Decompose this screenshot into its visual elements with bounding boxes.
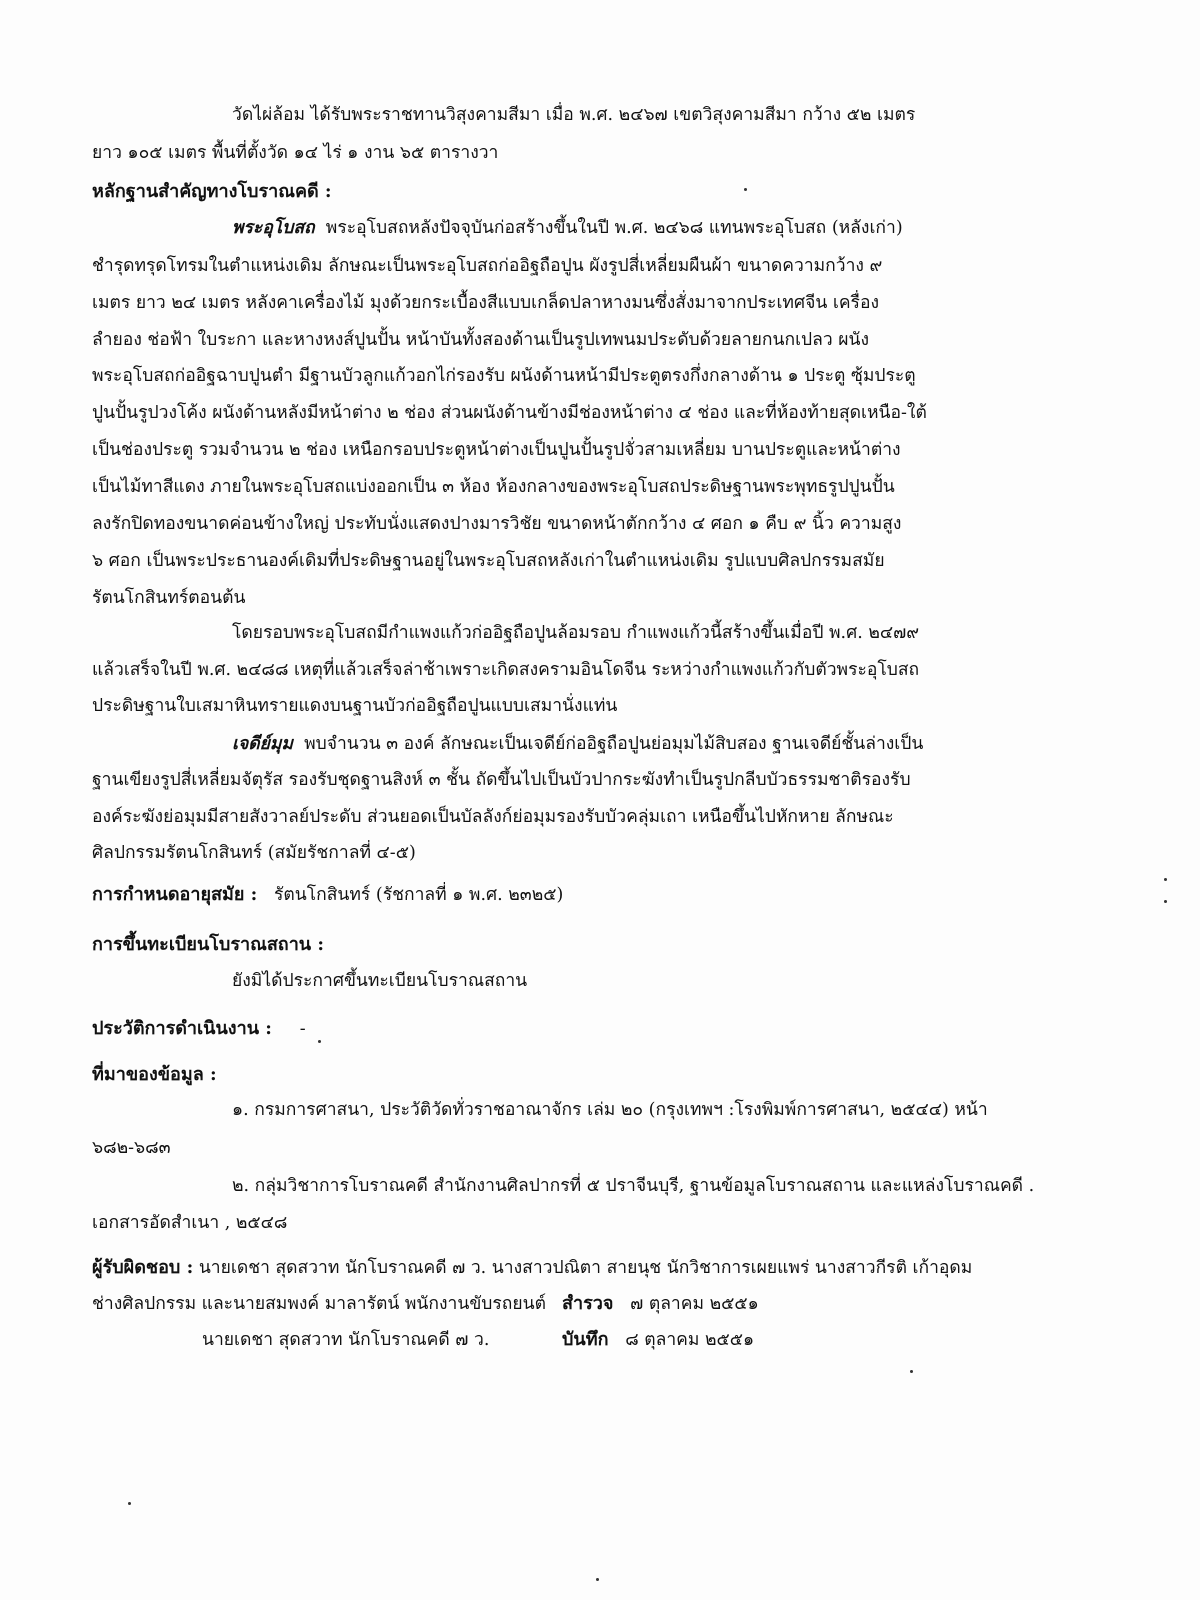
- scan-speck: [318, 1040, 321, 1043]
- record-row: [562, 1328, 754, 1352]
- record-date: ๘ ตุลาคม ๒๕๕๑: [625, 1330, 755, 1350]
- chedi-first-line: [232, 732, 923, 756]
- ubosot-line: ชำรุดทรุดโทรมในตำแหน่งเดิม ลักษณะเป็นพระอุโบสถก่ออิฐถือปูน ผังรูปสี่เหลี่ยมผืนผ้า ขนาดความกว้าง ๙: [92, 256, 883, 276]
- survey-date: ๗ ตุลาคม ๒๕๕๑: [630, 1294, 759, 1314]
- wall-line: ประดิษฐานใบเสมาหินทรายแดงบนฐานบัวก่ออิฐถือปูนแบบเสมานั่งแท่น: [92, 696, 618, 716]
- wall-line: แล้วเสร็จในปี พ.ศ. ๒๔๘๘ เหตุที่แล้วเสร็จล่าช้าเพราะเกิดสงครามอินโดจีน ระหว่างกำแพงแก้วกับตัวพระอุโบสถ: [92, 660, 920, 680]
- dating-row: [92, 883, 563, 907]
- ubosot-line: ปูนปั้นรูปวงโค้ง ผนังด้านหลังมีหน้าต่าง ๒ ช่อง ส่วนผนังด้านข้างมีช่องหน้าต่าง ๔ ช่อง และที่ห้องท้ายสุดเหนือ-ใต้: [92, 403, 927, 423]
- responsible-label: ผู้รับผิดชอบ :: [92, 1257, 194, 1278]
- source-item-2: ๒. กลุ่มวิชาการโบราณคดี สำนักงานศิลปากรที่ ๕ ปราจีนบุรี, ฐานข้อมูลโบราณสถาน และแหล่งโบราณคดี .: [232, 1176, 1035, 1196]
- ubosot-line: ๖ ศอก เป็นพระประธานองค์เดิมที่ประดิษฐานอยู่ในพระอุโบสถหลังเก่าในตำแหน่งเดิม รูปแบบศิลปกรรมสมัย: [92, 551, 885, 571]
- scan-speck: [910, 1370, 913, 1373]
- chedi-line: องค์ระฆังย่อมุมมีสายสังวาลย์ประดับ ส่วนยอดเป็นบัลลังก์ย่อมุมรองรับบัวคลุ่มเถา เหนือขึ้นไปหักหาย ลักษณะ: [92, 807, 894, 827]
- wall-line: โดยรอบพระอุโบสถมีกำแพงแก้วก่ออิฐถือปูนล้อมรอบ กำแพงแก้วนี้สร้างขึ้นเมื่อปี พ.ศ. ๒๔๗๙: [232, 623, 920, 643]
- sima-line-1: วัดไผ่ล้อม ได้รับพระราชทานวิสุงคามสีมา เมื่อ พ.ศ. ๒๔๖๗ เขตวิสุงคามสีมา กว้าง ๕๒ เมตร: [232, 105, 916, 125]
- scan-speck: [1164, 878, 1167, 881]
- scan-speck: [1164, 900, 1167, 903]
- responsible-line-1: นายเดชา สุดสวาท นักโบราณคดี ๗ ว. นางสาวปณิตา สายนุช นักวิชาการเผยแพร่ นางสาวกีรติ เก้าอุดม: [198, 1258, 973, 1278]
- scan-speck: [596, 1578, 599, 1581]
- record-label: บันทึก: [562, 1329, 609, 1350]
- registration-label: การขึ้นทะเบียนโบราณสถาน :: [92, 934, 325, 955]
- source-item-1: ๑. กรมการศาสนา, ประวัติวัดทั่วราชอาณาจักร เล่ม ๒๐ (กรุงเทพฯ :โรงพิมพ์การศาสนา, ๒๕๔๔) หน้า: [232, 1100, 988, 1120]
- dating-value: รัตนโกสินทร์ (รัชกาลที่ ๑ พ.ศ. ๒๓๒๕): [274, 885, 564, 905]
- chedi-line-text: พบจำนวน ๓ องค์ ลักษณะเป็นเจดีย์ก่ออิฐถือปูนย่อมุมไม้สิบสอง ฐานเจดีย์ชั้นล่างเป็น: [304, 734, 924, 754]
- ubosot-line: เป็นช่องประตู รวมจำนวน ๒ ช่อง เหนือกรอบประตูหน้าต่างเป็นปูนปั้นรูปจั่วสามเหลี่ยม บานประตูและหน้าต่าง: [92, 440, 901, 460]
- survey-label: สำรวจ: [562, 1293, 614, 1314]
- ubosot-line: รัตนโกสินทร์ตอนต้น: [92, 588, 246, 608]
- evidence-heading: หลักฐานสำคัญทางโบราณคดี :: [92, 181, 332, 202]
- source-item-1-pages: ๖๘๒-๖๘๓: [92, 1138, 171, 1158]
- sources-label: ที่มาของข้อมูล :: [92, 1064, 217, 1085]
- responsible-row: [92, 1256, 972, 1280]
- ubosot-term: พระอุโบสถ: [232, 218, 315, 238]
- registration-value: ยังมิได้ประกาศขึ้นทะเบียนโบราณสถาน: [232, 971, 528, 991]
- chedi-term: เจดีย์มุม: [232, 734, 293, 754]
- chedi-line: ฐานเขียงรูปสี่เหลี่ยมจัตุรัส รองรับชุดฐานสิงห์ ๓ ชั้น ถัดขึ้นไปเป็นบัวปากระฆังทำเป็นรูปกลีบบัวธรรมชาติรองรับ: [92, 770, 911, 790]
- ubosot-line: ลงรักปิดทองขนาดค่อนข้างใหญ่ ประทับนั่งแสดงปางมารวิชัย ขนาดหน้าตักกว้าง ๔ ศอก ๑ คืบ ๙ นิ้ว ความสูง: [92, 514, 902, 534]
- recorder: นายเดชา สุดสวาท นักโบราณคดี ๗ ว.: [202, 1330, 490, 1350]
- source-item-2-note: เอกสารอัดสำเนา , ๒๕๔๘: [92, 1213, 288, 1233]
- survey-row: [562, 1292, 759, 1316]
- dating-label: การกำหนดอายุสมัย :: [92, 884, 258, 905]
- history-value: -: [299, 1019, 306, 1039]
- ubosot-line: เมตร ยาว ๒๔ เมตร หลังคาเครื่องไม้ มุงด้วยกระเบื้องสีแบบเกล็ดปลาหางมนซึ่งสั่งมาจากประเทศจีน เครื่อง: [92, 293, 879, 313]
- scan-speck: [128, 1502, 131, 1505]
- responsible-line-2: ช่างศิลปกรรม และนายสมพงค์ มาลารัตน์ พนักงานขับรถยนต์: [92, 1294, 546, 1314]
- sima-line-2: ยาว ๑๐๕ เมตร พื้นที่ตั้งวัด ๑๔ ไร่ ๑ งาน ๖๕ ตารางวา: [92, 143, 499, 163]
- ubosot-line: เป็นไม้ทาสีแดง ภายในพระอุโบสถแบ่งออกเป็น ๓ ห้อง ห้องกลางของพระอุโบสถประดิษฐานพระพุทธรูปปูนปั้น: [92, 477, 895, 497]
- ubosot-first-line: [232, 216, 903, 240]
- ubosot-line: ลำยอง ช่อฟ้า ใบระกา และหางหงส์ปูนปั้น หน้าบันทั้งสองด้านเป็นรูปเทพนมประดับด้วยลายกนกเปลว ผนัง: [92, 330, 870, 350]
- history-row: [92, 1017, 306, 1041]
- ubosot-line: พระอุโบสถก่ออิฐฉาบปูนตำ มีฐานบัวลูกแก้วอกไก่รองรับ ผนังด้านหน้ามีประตูตรงกึ่งกลางด้าน ๑ ประตู ซุ้มประตู: [92, 366, 916, 386]
- history-label: ประวัติการดำเนินงาน :: [92, 1018, 272, 1039]
- ubosot-line-text: พระอุโบสถหลังปัจจุบันก่อสร้างขึ้นในปี พ.ศ. ๒๔๖๘ แทนพระอุโบสถ (หลังเก่า): [325, 218, 903, 238]
- scan-speck: [744, 188, 747, 191]
- chedi-line: ศิลปกรรมรัตนโกสินทร์ (สมัยรัชกาลที่ ๔-๕): [92, 843, 416, 863]
